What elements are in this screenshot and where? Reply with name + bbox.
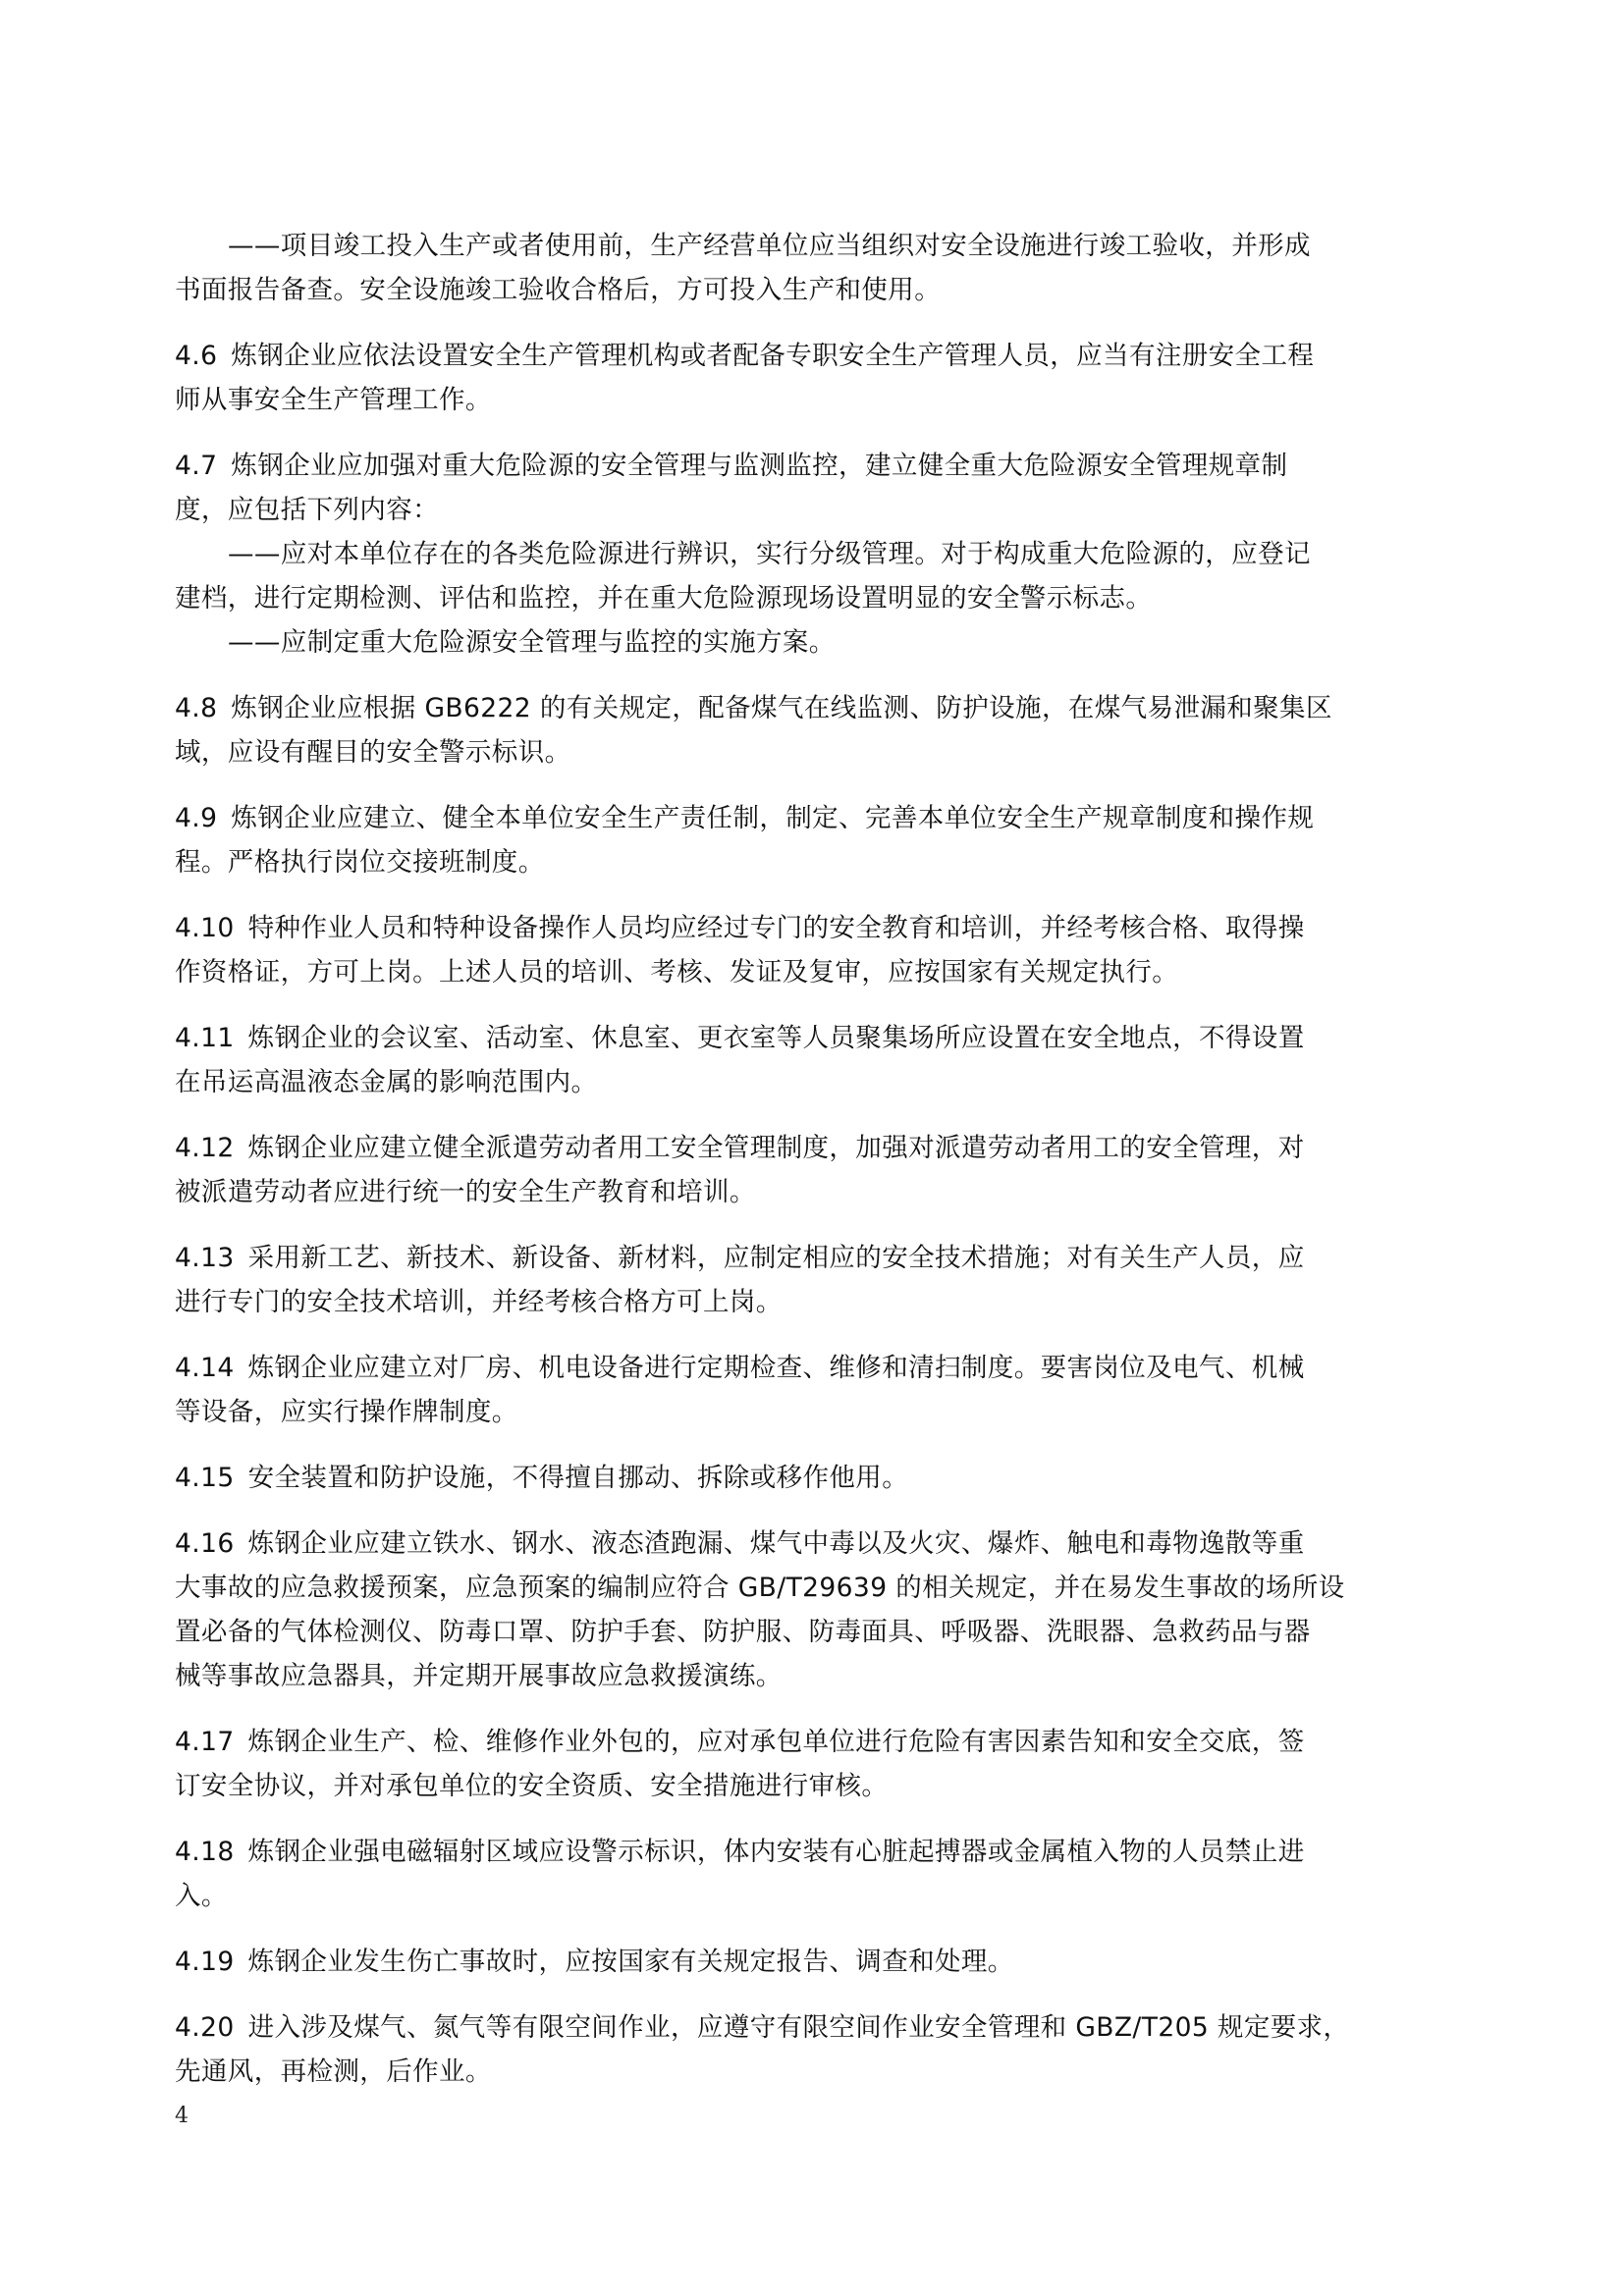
clause-4-14 (175, 1346, 1451, 1434)
paragraph-line: 大事故的应急救援预案，应急预案的编制应符合 GB/T29639 的相关规定，并在易发生事故的场所设 (175, 1573, 1345, 1603)
clause-4-13 (175, 1236, 1451, 1324)
clause-4-17 (175, 1720, 1451, 1808)
clause-number: 4.10 (175, 913, 235, 943)
paragraph-line: 先通风，再检测，后作业。 (175, 2056, 492, 2087)
clause-number: 4.9 (175, 803, 218, 833)
paragraph-line: 进行专门的安全技术培训，并经考核合格方可上岗。 (175, 1287, 783, 1317)
clause-text: 采用新工艺、新技术、新设备、新材料，应制定相应的安全技术措施；对有关生产人员，应 (247, 1243, 1305, 1273)
clause-text: 炼钢企业应加强对重大危险源的安全管理与监测监控，建立健全重大危险源安全管理规章制 (231, 451, 1288, 481)
document-body (175, 224, 1451, 2115)
clause-4-19 (175, 1940, 1451, 1984)
clause-number: 4.17 (175, 1727, 235, 1757)
paragraph-line: ——应制定重大危险源安全管理与监控的实施方案。 (228, 627, 836, 658)
clause-text: 炼钢企业应建立铁水、钢水、液态渣跑漏、煤气中毒以及火灾、爆炸、触电和毒物逸散等重 (247, 1528, 1305, 1559)
page-number: 4 (175, 2104, 189, 2128)
paragraph-line: 入。 (175, 1881, 228, 1911)
clause-4-6 (175, 334, 1451, 422)
paragraph-line: 置必备的气体检测仪、防毒口罩、防护手套、防护服、防毒面具、呼吸器、洗眼器、急救药品与器 (175, 1617, 1311, 1647)
clause-number: 4.6 (175, 341, 218, 371)
clause-text: 安全装置和防护设施，不得擅自挪动、拆除或移作他用。 (247, 1463, 909, 1493)
clause-4-11 (175, 1016, 1451, 1104)
paragraph-line (175, 2005, 1451, 2050)
clause-4-16 (175, 1522, 1451, 1698)
paragraph-line: ——项目竣工投入生产或者使用前，生产经营单位应当组织对安全设施进行竣工验收，并形成 (228, 231, 1311, 261)
paragraph-line (175, 1830, 1451, 1874)
clause-number: 4.12 (175, 1133, 235, 1163)
paragraph-line (175, 1720, 1451, 1764)
clause-text: 炼钢企业生产、检、维修作业外包的，应对承包单位进行危险有害因素告知和安全交底，签 (247, 1727, 1305, 1757)
paragraph-line (175, 1522, 1451, 1566)
paragraph-intro (175, 224, 1451, 312)
clause-number: 4.16 (175, 1528, 235, 1559)
clause-number: 4.14 (175, 1353, 235, 1383)
paragraph-line: 师从事安全生产管理工作。 (175, 385, 492, 415)
paragraph-line: 在吊运高温液态金属的影响范围内。 (175, 1067, 598, 1097)
paragraph-line (175, 686, 1451, 730)
paragraph-line: 书面报告备查。安全设施竣工验收合格后，方可投入生产和使用。 (175, 275, 942, 305)
paragraph-line (175, 1346, 1451, 1390)
clause-text: 炼钢企业应建立对厂房、机电设备进行定期检查、维修和清扫制度。要害岗位及电气、机械 (247, 1353, 1305, 1383)
clause-number: 4.7 (175, 451, 218, 481)
clause-text: 特种作业人员和特种设备操作人员均应经过专门的安全教育和培训，并经考核合格、取得操 (247, 913, 1305, 943)
clause-number: 4.20 (175, 2012, 235, 2043)
paragraph-line (175, 1456, 1451, 1500)
paragraph-line (175, 334, 1451, 378)
clause-text: 炼钢企业强电磁辐射区域应设警示标识，体内安装有心脏起搏器或金属植入物的人员禁止进 (247, 1837, 1305, 1867)
paragraph-line: 等设备，应实行操作牌制度。 (175, 1397, 518, 1427)
paragraph-line (175, 444, 1451, 488)
paragraph-line: ——应对本单位存在的各类危险源进行辨识，实行分级管理。对于构成重大危险源的，应登记 (228, 539, 1311, 569)
paragraph-line (175, 1236, 1451, 1280)
clause-4-10 (175, 906, 1451, 994)
clause-number: 4.11 (175, 1023, 235, 1053)
clause-text: 炼钢企业应建立健全派遣劳动者用工安全管理制度，加强对派遣劳动者用工的安全管理，对 (247, 1133, 1305, 1163)
clause-text: 炼钢企业应建立、健全本单位安全生产责任制，制定、完善本单位安全生产规章制度和操作规 (231, 803, 1315, 833)
clause-4-20 (175, 2005, 1451, 2094)
paragraph-line (175, 796, 1451, 840)
clause-text: 炼钢企业发生伤亡事故时，应按国家有关规定报告、调查和处理。 (247, 1947, 1014, 1977)
clause-text: 炼钢企业应根据 GB6222 的有关规定，配备煤气在线监测、防护设施，在煤气易泄漏和聚集区 (231, 693, 1332, 723)
clause-number: 4.13 (175, 1243, 235, 1273)
clause-text: 进入涉及煤气、氮气等有限空间作业，应遵守有限空间作业安全管理和 GBZ/T205 规定要求， (247, 2012, 1350, 2043)
clause-4-9 (175, 796, 1451, 884)
paragraph-line: 作资格证，方可上岗。上述人员的培训、考核、发证及复审，应按国家有关规定执行。 (175, 957, 1179, 988)
clause-number: 4.15 (175, 1463, 235, 1493)
clause-4-7 (175, 444, 1451, 665)
clause-text: 炼钢企业的会议室、活动室、休息室、更衣室等人员聚集场所应设置在安全地点，不得设置 (247, 1023, 1305, 1053)
paragraph-line: 被派遣劳动者应进行统一的安全生产教育和培训。 (175, 1177, 756, 1207)
paragraph-line: 度，应包括下列内容： (175, 495, 439, 525)
clause-4-15 (175, 1456, 1451, 1500)
paragraph-line (175, 1940, 1451, 1984)
clause-4-8 (175, 686, 1451, 774)
paragraph-line (175, 1126, 1451, 1170)
clause-number: 4.19 (175, 1947, 235, 1977)
paragraph-line (175, 1016, 1451, 1060)
paragraph-line: 程。严格执行岗位交接班制度。 (175, 847, 545, 878)
clause-4-18 (175, 1830, 1451, 1918)
paragraph-line: 械等事故应急器具，并定期开展事故应急救援演练。 (175, 1661, 783, 1691)
clause-number: 4.8 (175, 693, 218, 723)
clause-number: 4.18 (175, 1837, 235, 1867)
paragraph-line: 域，应设有醒目的安全警示标识。 (175, 737, 571, 768)
clause-text: 炼钢企业应依法设置安全生产管理机构或者配备专职安全生产管理人员，应当有注册安全工程 (231, 341, 1315, 371)
paragraph-line: 建档，进行定期检测、评估和监控，并在重大危险源现场设置明显的安全警示标志。 (175, 583, 1153, 614)
paragraph-line: 订安全协议，并对承包单位的安全资质、安全措施进行审核。 (175, 1771, 889, 1801)
clause-4-12 (175, 1126, 1451, 1214)
paragraph-line (175, 906, 1451, 950)
